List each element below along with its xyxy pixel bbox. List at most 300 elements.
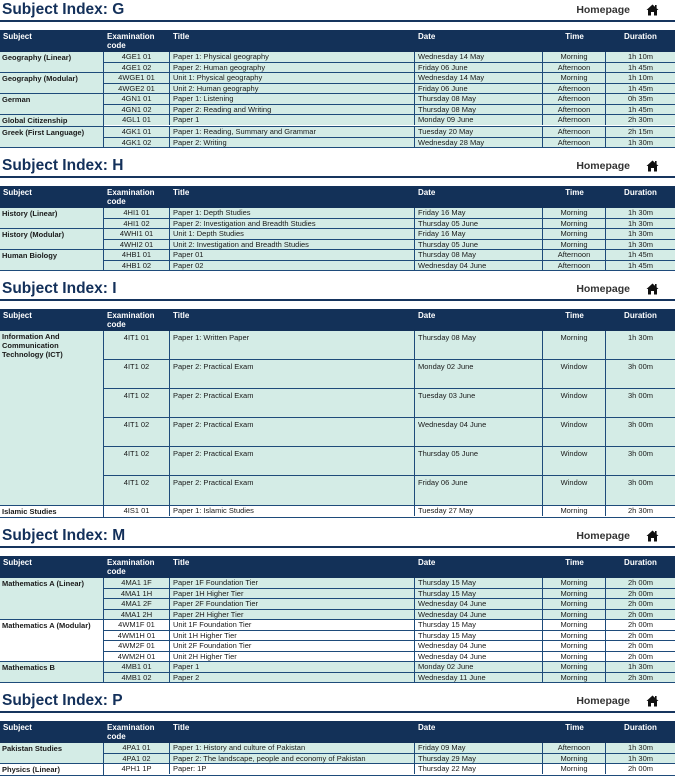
header-duration: Duration: [624, 188, 657, 197]
exam-title: Paper 2H Higher Tier: [170, 610, 415, 620]
exam-code: 4MB1 01: [104, 662, 170, 672]
section-header: [0, 526, 675, 548]
exam-duration: 1h 30m: [627, 208, 654, 217]
exam-rows: [104, 506, 675, 517]
exam-code: 4IS1 01: [104, 506, 170, 516]
exam-duration: 1h 45m: [627, 62, 654, 72]
exam-duration: 2h 30m: [627, 506, 654, 515]
subject-group: [0, 73, 675, 94]
exam-table: [0, 186, 675, 271]
exam-date: Wednesday 04 June: [415, 418, 543, 446]
exam-date: Monday 02 June: [415, 662, 543, 672]
header-title: Title: [173, 311, 190, 320]
exam-code: 4GN1 02: [104, 105, 170, 115]
exam-time: Morning: [543, 219, 606, 229]
exam-code: 4IT1 01: [104, 331, 170, 359]
section-gap: [0, 548, 675, 556]
exam-code: 4WGE1 01: [104, 73, 170, 83]
exam-time: Morning: [543, 764, 606, 774]
exam-title: Paper 1: History and culture of Pakistan: [170, 743, 415, 753]
table-row: [104, 476, 675, 505]
exam-date: Monday 02 June: [415, 360, 543, 388]
exam-title: Paper 1F Foundation Tier: [170, 578, 415, 588]
section-title: Subject Index: G: [2, 1, 125, 18]
exam-time: Morning: [543, 662, 606, 672]
table-row: [104, 261, 675, 271]
exam-time: Afternoon: [543, 105, 606, 115]
exam-duration: 2h 00m: [627, 630, 654, 640]
subject-name: Greek (First Language): [0, 127, 104, 147]
table-row: [104, 662, 675, 673]
exam-date: Friday 06 June: [415, 63, 543, 73]
header-date: Date: [418, 558, 436, 567]
exam-date: Thursday 05 June: [415, 447, 543, 475]
exam-date: Friday 06 June: [415, 476, 543, 505]
exam-table: [0, 30, 675, 148]
exam-time: Morning: [543, 599, 606, 609]
exam-date: Wednesday 04 June: [415, 599, 543, 609]
header-subject: Subject: [3, 311, 32, 320]
homepage-link[interactable]: Homepage: [576, 530, 630, 542]
exam-code: 4GL1 01: [104, 115, 170, 125]
exam-duration: 1h 45m: [627, 83, 654, 93]
exam-duration: 1h 45m: [627, 250, 654, 259]
subject-name: History (Modular): [0, 229, 104, 249]
exam-date: Thursday 05 June: [415, 240, 543, 250]
exam-date: Tuesday 03 June: [415, 389, 543, 417]
exam-time: Morning: [543, 578, 606, 588]
exam-code: 4WM1H 01: [104, 631, 170, 641]
exam-title: Paper 2: [170, 673, 415, 683]
table-row: [104, 578, 675, 589]
table-row: [104, 652, 675, 662]
header-duration: Duration: [624, 558, 657, 567]
table-row: [104, 138, 675, 148]
exam-title: Paper 2: Human geography: [170, 63, 415, 73]
exam-duration: 1h 10m: [627, 73, 654, 82]
exam-date: Thursday 15 May: [415, 620, 543, 630]
exam-title: Unit 1H Higher Tier: [170, 631, 415, 641]
exam-duration: 2h 00m: [627, 599, 654, 608]
exam-duration: 3h 00m: [627, 391, 654, 400]
exam-time: Morning: [543, 754, 606, 764]
subject-group: [0, 764, 675, 776]
header-code: Examination code: [107, 311, 155, 329]
exam-duration: 1h 30m: [627, 743, 654, 752]
exam-date: Thursday 22 May: [415, 764, 543, 774]
exam-time: Morning: [543, 229, 606, 239]
header-subject: Subject: [3, 188, 32, 197]
table-row: [104, 389, 675, 418]
exam-time: Afternoon: [543, 84, 606, 94]
table-row: [104, 599, 675, 610]
section-gap: [0, 178, 675, 186]
subject-name: Information And Communication Technology (ICT): [0, 331, 104, 505]
header-duration: Duration: [624, 311, 657, 320]
exam-date: Thursday 15 May: [415, 589, 543, 599]
subject-name: Global Citizenship: [0, 115, 104, 126]
exam-code: 4WM2F 01: [104, 641, 170, 651]
exam-title: Paper 01: [170, 250, 415, 260]
exam-code: 4WHI2 01: [104, 240, 170, 250]
exam-date: Thursday 08 May: [415, 331, 543, 359]
subject-name: Mathematics A (Modular): [0, 620, 104, 661]
subject-name: Pakistan Studies: [0, 743, 104, 763]
table-header: [0, 556, 675, 578]
section-header: [0, 156, 675, 178]
exam-duration: 2h 30m: [627, 115, 654, 124]
exam-title: Unit 1: Physical geography: [170, 73, 415, 83]
table-row: [104, 331, 675, 360]
homepage-link[interactable]: Homepage: [576, 283, 630, 295]
exam-duration: 2h 30m: [627, 672, 654, 682]
exam-title: Paper 1: Listening: [170, 94, 415, 104]
exam-duration: 3h 00m: [627, 362, 654, 371]
header-code: Examination code: [107, 558, 155, 576]
subject-group: [0, 620, 675, 662]
exam-code: 4GK1 02: [104, 138, 170, 148]
exam-time: Window: [543, 476, 606, 505]
home-icon[interactable]: [646, 159, 659, 171]
subject-group: [0, 578, 675, 620]
header-duration: Duration: [624, 723, 657, 732]
subject-name: Geography (Modular): [0, 73, 104, 93]
exam-title: Paper 1: [170, 115, 415, 125]
exam-date: Friday 06 June: [415, 84, 543, 94]
exam-code: 4HB1 02: [104, 261, 170, 271]
table-row: [104, 63, 675, 73]
header-subject: Subject: [3, 32, 32, 41]
exam-date: Wednesday 04 June: [415, 261, 543, 271]
exam-duration: 2h 00m: [627, 651, 654, 661]
exam-time: Window: [543, 389, 606, 417]
exam-time: Afternoon: [543, 261, 606, 271]
exam-title: Paper 02: [170, 261, 415, 271]
home-icon[interactable]: [646, 529, 659, 541]
exam-time: Afternoon: [543, 127, 606, 137]
exam-duration: 1h 10m: [627, 52, 654, 61]
exam-duration: 1h 45m: [627, 260, 654, 270]
section-title: Subject Index: P: [2, 692, 123, 709]
table-row: [104, 115, 675, 125]
homepage-link[interactable]: Homepage: [576, 4, 630, 16]
subject-name: Mathematics B: [0, 662, 104, 682]
section-title: Subject Index: I: [2, 280, 117, 297]
exam-code: 4GK1 01: [104, 127, 170, 137]
subject-group: [0, 208, 675, 229]
exam-rows: [104, 578, 675, 619]
header-time: Time: [565, 558, 584, 567]
exam-date: Friday 16 May: [415, 208, 543, 218]
exam-date: Tuesday 20 May: [415, 127, 543, 137]
exam-date: Wednesday 04 June: [415, 652, 543, 662]
header-date: Date: [418, 32, 436, 41]
table-row: [104, 641, 675, 652]
table-row: [104, 208, 675, 219]
table-row: [104, 620, 675, 631]
exam-title: Paper 2: Practical Exam: [170, 447, 415, 475]
exam-title: Paper 1: [170, 662, 415, 672]
table-row: [104, 94, 675, 105]
exam-duration: 1h 30m: [627, 662, 654, 671]
exam-duration: 1h 30m: [627, 333, 654, 342]
exam-duration: 1h 30m: [627, 753, 654, 763]
subject-name: German: [0, 94, 104, 114]
subject-group: [0, 115, 675, 127]
header-code: Examination code: [107, 723, 155, 741]
exam-code: 4WHI1 01: [104, 229, 170, 239]
subject-group: [0, 506, 675, 518]
exam-title: Paper 1: Reading, Summary and Grammar: [170, 127, 415, 137]
exam-duration: 2h 00m: [627, 578, 654, 587]
subject-name: Human Biology: [0, 250, 104, 270]
exam-title: Paper 2: Practical Exam: [170, 418, 415, 446]
table-row: [104, 447, 675, 476]
exam-title: Paper 2: Practical Exam: [170, 389, 415, 417]
exam-date: Wednesday 04 June: [415, 610, 543, 620]
section-gap: [0, 271, 675, 279]
section-gap: [0, 776, 675, 784]
exam-time: Morning: [543, 652, 606, 662]
subject-group: [0, 250, 675, 271]
exam-title: Unit 2: Investigation and Breadth Studies: [170, 240, 415, 250]
header-duration: Duration: [624, 32, 657, 41]
exam-duration: 3h 00m: [627, 449, 654, 458]
exam-time: Morning: [543, 589, 606, 599]
exam-date: Thursday 08 May: [415, 94, 543, 104]
subject-name: Geography (Linear): [0, 52, 104, 72]
header-title: Title: [173, 723, 190, 732]
exam-title: Paper 2: Practical Exam: [170, 360, 415, 388]
exam-title: Unit 1F Foundation Tier: [170, 620, 415, 630]
table-row: [104, 229, 675, 240]
exam-time: Afternoon: [543, 63, 606, 73]
header-title: Title: [173, 32, 190, 41]
exam-title: Unit 2H Higher Tier: [170, 652, 415, 662]
exam-duration: 2h 00m: [627, 764, 654, 773]
section-title: Subject Index: M: [2, 527, 126, 544]
section-gap: [0, 301, 675, 309]
exam-date: Thursday 29 May: [415, 754, 543, 764]
exam-code: 4WM2H 01: [104, 652, 170, 662]
home-icon[interactable]: [646, 694, 659, 706]
header-time: Time: [565, 311, 584, 320]
exam-time: Morning: [543, 331, 606, 359]
exam-title: Paper 1: Islamic Studies: [170, 506, 415, 516]
exam-duration: 2h 00m: [627, 641, 654, 650]
exam-code: 4MA1 2F: [104, 599, 170, 609]
exam-date: Wednesday 04 June: [415, 641, 543, 651]
exam-time: Afternoon: [543, 743, 606, 753]
exam-time: Morning: [543, 208, 606, 218]
section-header: [0, 0, 675, 22]
table-row: [104, 743, 675, 754]
home-icon[interactable]: [646, 282, 659, 294]
header-date: Date: [418, 188, 436, 197]
exam-date: Thursday 15 May: [415, 578, 543, 588]
homepage-link[interactable]: Homepage: [576, 695, 630, 707]
section-gap: [0, 22, 675, 30]
exam-code: 4HB1 01: [104, 250, 170, 260]
table-row: [104, 240, 675, 250]
exam-time: Window: [543, 418, 606, 446]
exam-time: Morning: [543, 641, 606, 651]
header-code: Examination code: [107, 188, 155, 206]
exam-title: Paper 1: Depth Studies: [170, 208, 415, 218]
table-row: [104, 506, 675, 516]
exam-rows: [104, 127, 675, 147]
home-icon[interactable]: [646, 3, 659, 15]
subject-name: Physics (Linear): [0, 764, 104, 775]
exam-rows: [104, 73, 675, 93]
table-row: [104, 673, 675, 683]
section-gap: [0, 713, 675, 721]
subject-group: [0, 127, 675, 148]
exam-duration: 2h 00m: [627, 620, 654, 629]
exam-code: 4PA1 01: [104, 743, 170, 753]
exam-time: Morning: [543, 73, 606, 83]
exam-code: 4IT1 02: [104, 447, 170, 475]
exam-code: 4PH1 1P: [104, 764, 170, 774]
exam-code: 4GN1 01: [104, 94, 170, 104]
exam-duration: 1h 45m: [627, 104, 654, 114]
table-row: [104, 84, 675, 94]
exam-code: 4WM1F 01: [104, 620, 170, 630]
table-row: [104, 360, 675, 389]
exam-code: 4MA1 2H: [104, 610, 170, 620]
table-row: [104, 631, 675, 642]
exam-title: Paper: 1P: [170, 764, 415, 774]
exam-title: Paper 1: Physical geography: [170, 52, 415, 62]
exam-duration: 3h 00m: [627, 478, 654, 487]
exam-table: [0, 556, 675, 683]
subject-name: Islamic Studies: [0, 506, 104, 517]
exam-time: Afternoon: [543, 94, 606, 104]
exam-code: 4GE1 01: [104, 52, 170, 62]
exam-time: Window: [543, 447, 606, 475]
exam-duration: 1h 30m: [627, 218, 654, 228]
table-header: [0, 309, 675, 331]
section-header: [0, 691, 675, 713]
exam-date: Wednesday 28 May: [415, 138, 543, 148]
table-row: [104, 764, 675, 774]
header-time: Time: [565, 188, 584, 197]
exam-time: Morning: [543, 240, 606, 250]
exam-code: 4MB1 02: [104, 673, 170, 683]
header-time: Time: [565, 723, 584, 732]
subject-name: History (Linear): [0, 208, 104, 228]
subject-name: Mathematics A (Linear): [0, 578, 104, 619]
subject-group: [0, 52, 675, 73]
table-row: [104, 589, 675, 600]
subject-group: [0, 662, 675, 683]
exam-date: Wednesday 14 May: [415, 52, 543, 62]
exam-date: Wednesday 14 May: [415, 73, 543, 83]
exam-date: Friday 16 May: [415, 229, 543, 239]
exam-code: 4GE1 02: [104, 63, 170, 73]
section-gap: [0, 148, 675, 156]
exam-title: Paper 1: Written Paper: [170, 331, 415, 359]
section-gap: [0, 683, 675, 691]
exam-duration: 3h 00m: [627, 420, 654, 429]
exam-time: Afternoon: [543, 250, 606, 260]
table-row: [104, 219, 675, 229]
exam-code: 4IT1 02: [104, 360, 170, 388]
exam-code: 4HI1 02: [104, 219, 170, 229]
exam-rows: [104, 620, 675, 661]
exam-time: Afternoon: [543, 138, 606, 148]
header-code: Examination code: [107, 32, 155, 50]
exam-date: Thursday 08 May: [415, 105, 543, 115]
exam-title: Paper 2F Foundation Tier: [170, 599, 415, 609]
exam-title: Unit 1: Depth Studies: [170, 229, 415, 239]
exam-duration: 0h 35m: [627, 94, 654, 103]
exam-date: Wednesday 11 June: [415, 673, 543, 683]
exam-rows: [104, 208, 675, 228]
exam-title: Paper 2: The landscape, people and economy of Pakistan: [170, 754, 415, 764]
header-time: Time: [565, 32, 584, 41]
exam-rows: [104, 52, 675, 72]
exam-rows: [104, 764, 675, 775]
table-row: [104, 105, 675, 115]
exam-time: Window: [543, 360, 606, 388]
table-row: [104, 73, 675, 84]
homepage-link[interactable]: Homepage: [576, 160, 630, 172]
exam-table: [0, 721, 675, 776]
exam-code: 4IT1 02: [104, 418, 170, 446]
exam-duration: 2h 00m: [627, 588, 654, 598]
exam-time: Morning: [543, 620, 606, 630]
exam-code: 4IT1 02: [104, 476, 170, 505]
exam-date: Thursday 15 May: [415, 631, 543, 641]
exam-code: 4IT1 02: [104, 389, 170, 417]
exam-time: Morning: [543, 610, 606, 620]
table-row: [104, 754, 675, 764]
table-row: [104, 127, 675, 138]
exam-table: [0, 309, 675, 518]
exam-title: Paper 1H Higher Tier: [170, 589, 415, 599]
exam-title: Paper 2: Investigation and Breadth Studies: [170, 219, 415, 229]
section-title: Subject Index: H: [2, 157, 124, 174]
section-header: [0, 279, 675, 301]
exam-title: Paper 2: Reading and Writing: [170, 105, 415, 115]
exam-time: Morning: [543, 631, 606, 641]
exam-title: Paper 2: Practical Exam: [170, 476, 415, 505]
exam-code: 4HI1 01: [104, 208, 170, 218]
table-row: [104, 418, 675, 447]
exam-time: Morning: [543, 506, 606, 516]
exam-duration: 1h 30m: [627, 137, 654, 147]
exam-rows: [104, 250, 675, 270]
header-title: Title: [173, 558, 190, 567]
exam-rows: [104, 94, 675, 114]
table-row: [104, 250, 675, 261]
exam-duration: 2h 00m: [627, 609, 654, 619]
exam-title: Unit 2: Human geography: [170, 84, 415, 94]
header-subject: Subject: [3, 558, 32, 567]
exam-duration: 1h 30m: [627, 229, 654, 238]
exam-date: Thursday 08 May: [415, 250, 543, 260]
exam-rows: [104, 331, 675, 505]
table-header: [0, 721, 675, 743]
header-date: Date: [418, 723, 436, 732]
table-row: [104, 610, 675, 620]
subject-group: [0, 94, 675, 115]
exam-title: Unit 2F Foundation Tier: [170, 641, 415, 651]
exam-rows: [104, 662, 675, 682]
exam-code: 4MA1 1H: [104, 589, 170, 599]
exam-time: Morning: [543, 52, 606, 62]
